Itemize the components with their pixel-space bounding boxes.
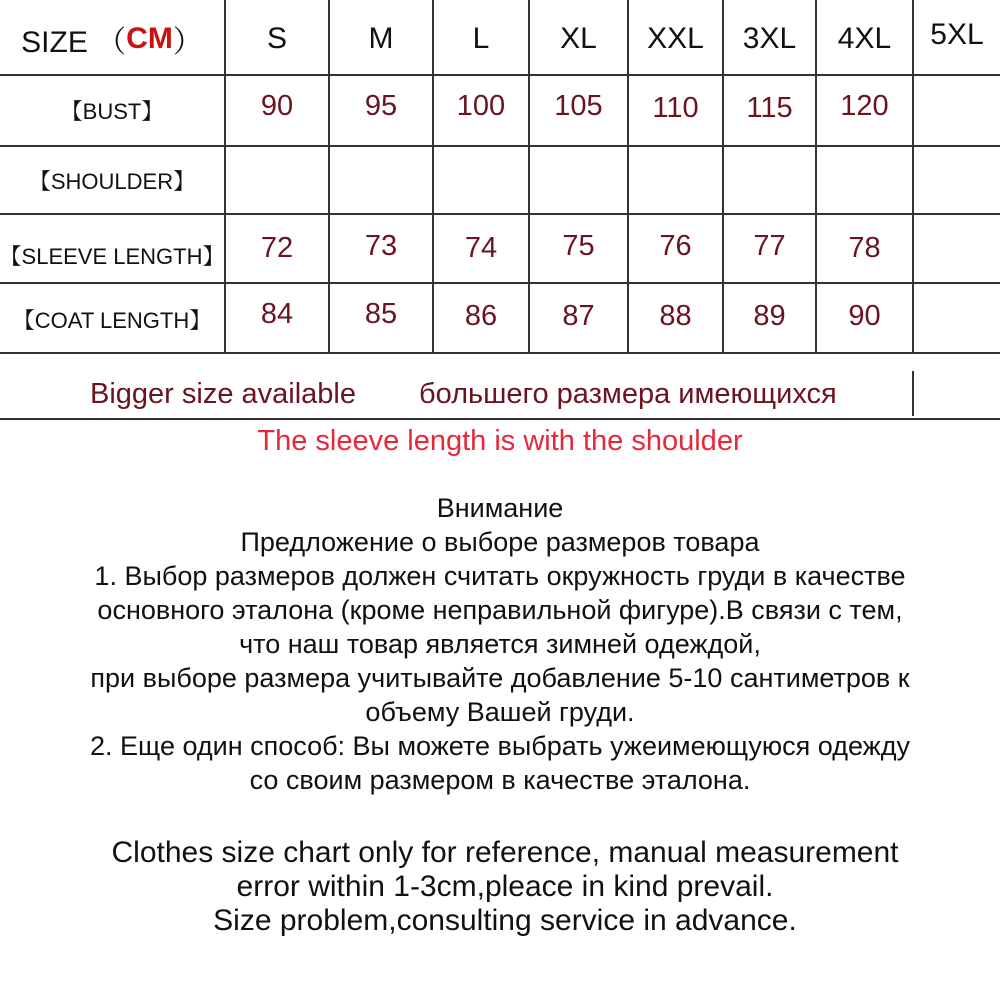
bust-value: 90 xyxy=(260,90,294,122)
bust-value: 105 xyxy=(554,90,603,122)
russian-notes xyxy=(0,491,1000,797)
table-divider xyxy=(912,371,914,416)
coat-length-value: 85 xyxy=(364,297,398,330)
coat-length-value: 90 xyxy=(848,299,881,332)
bust-value xyxy=(914,76,1000,145)
notes-line: что наш товар является зимней одеждой, xyxy=(239,629,761,659)
coat-length-value xyxy=(914,282,1000,350)
size-header-xxl: XXL xyxy=(647,22,704,55)
bust-value: 110 xyxy=(652,92,699,124)
row-label-shoulder: 【SHOULDER】 xyxy=(28,168,196,194)
size-unit-header xyxy=(0,4,224,74)
bust-value: 115 xyxy=(746,92,793,124)
sleeve-length-value: 77 xyxy=(753,229,786,262)
sleeve-length-value: 75 xyxy=(562,229,595,262)
sleeve-length-value: 76 xyxy=(659,229,692,262)
unit-label: CM xyxy=(126,22,173,55)
sleeve-length-value: 72 xyxy=(260,231,294,264)
english-notes xyxy=(0,836,1000,938)
coat-length-value: 88 xyxy=(659,299,692,332)
bigger-size-english: Bigger size available xyxy=(90,377,356,410)
notes-line: 1. Выбор размеров должен считать окружность груди в качестве xyxy=(94,561,906,591)
notes-line: error within 1-3cm,pleace in kind prevail. xyxy=(236,870,774,903)
size-label-suffix: ） xyxy=(172,26,203,59)
size-header-xl: XL xyxy=(560,22,597,55)
size-label: SIZE （ xyxy=(21,26,127,59)
coat-length-value: 86 xyxy=(464,299,498,332)
sleeve-length-value: 74 xyxy=(464,231,498,264)
sleeve-length-value: 78 xyxy=(848,231,881,264)
bust-value: 120 xyxy=(840,90,889,122)
notes-line: объему Вашей груди. xyxy=(365,697,635,727)
size-header-5xl: 5XL xyxy=(930,18,984,51)
coat-length-value: 89 xyxy=(753,299,786,332)
size-header-3xl: 3XL xyxy=(742,22,797,55)
sleeve-length-value: 73 xyxy=(364,229,398,262)
bigger-size-russian: большего размера имеющихся xyxy=(419,377,837,410)
notes-line: Clothes size chart only for reference, manual measurement xyxy=(111,836,899,869)
bust-value: 95 xyxy=(364,90,398,122)
size-header-4xl: 4XL xyxy=(837,22,892,55)
notes-line: 2. Еще один способ: Вы можете выбрать ужеимеющуюся одежду xyxy=(90,731,910,761)
notes-line: Предложение о выборе размеров товара xyxy=(240,527,760,557)
size-table xyxy=(0,0,1000,420)
table-divider xyxy=(0,418,1000,420)
size-header-s: S xyxy=(266,22,287,55)
row-label-sleeve-length: 【SLEEVE LENGTH】 xyxy=(0,243,225,269)
notes-line: Size problem,consulting service in advance. xyxy=(213,904,797,937)
coat-length-value: 84 xyxy=(260,297,294,330)
sleeve-length-value xyxy=(914,215,1000,281)
notes-line: со своим размером в качестве эталона. xyxy=(249,765,751,795)
size-header-l: L xyxy=(472,22,490,55)
sleeve-length-note: The sleeve length is with the shoulder xyxy=(257,425,743,457)
coat-length-value: 87 xyxy=(562,299,595,332)
row-label-bust: 【BUST】 xyxy=(60,99,164,124)
notes-line: при выборе размера учитывайте добавление 5-10 сантиметров к xyxy=(90,663,910,693)
bust-value: 100 xyxy=(456,90,506,122)
row-label-coat-length: 【COAT LENGTH】 xyxy=(12,307,212,333)
size-header-m: M xyxy=(368,22,394,55)
notes-title: Внимание xyxy=(436,493,564,523)
notes-line: основного эталона (кроме неправильной фигуре).В связи с тем, xyxy=(97,595,903,625)
